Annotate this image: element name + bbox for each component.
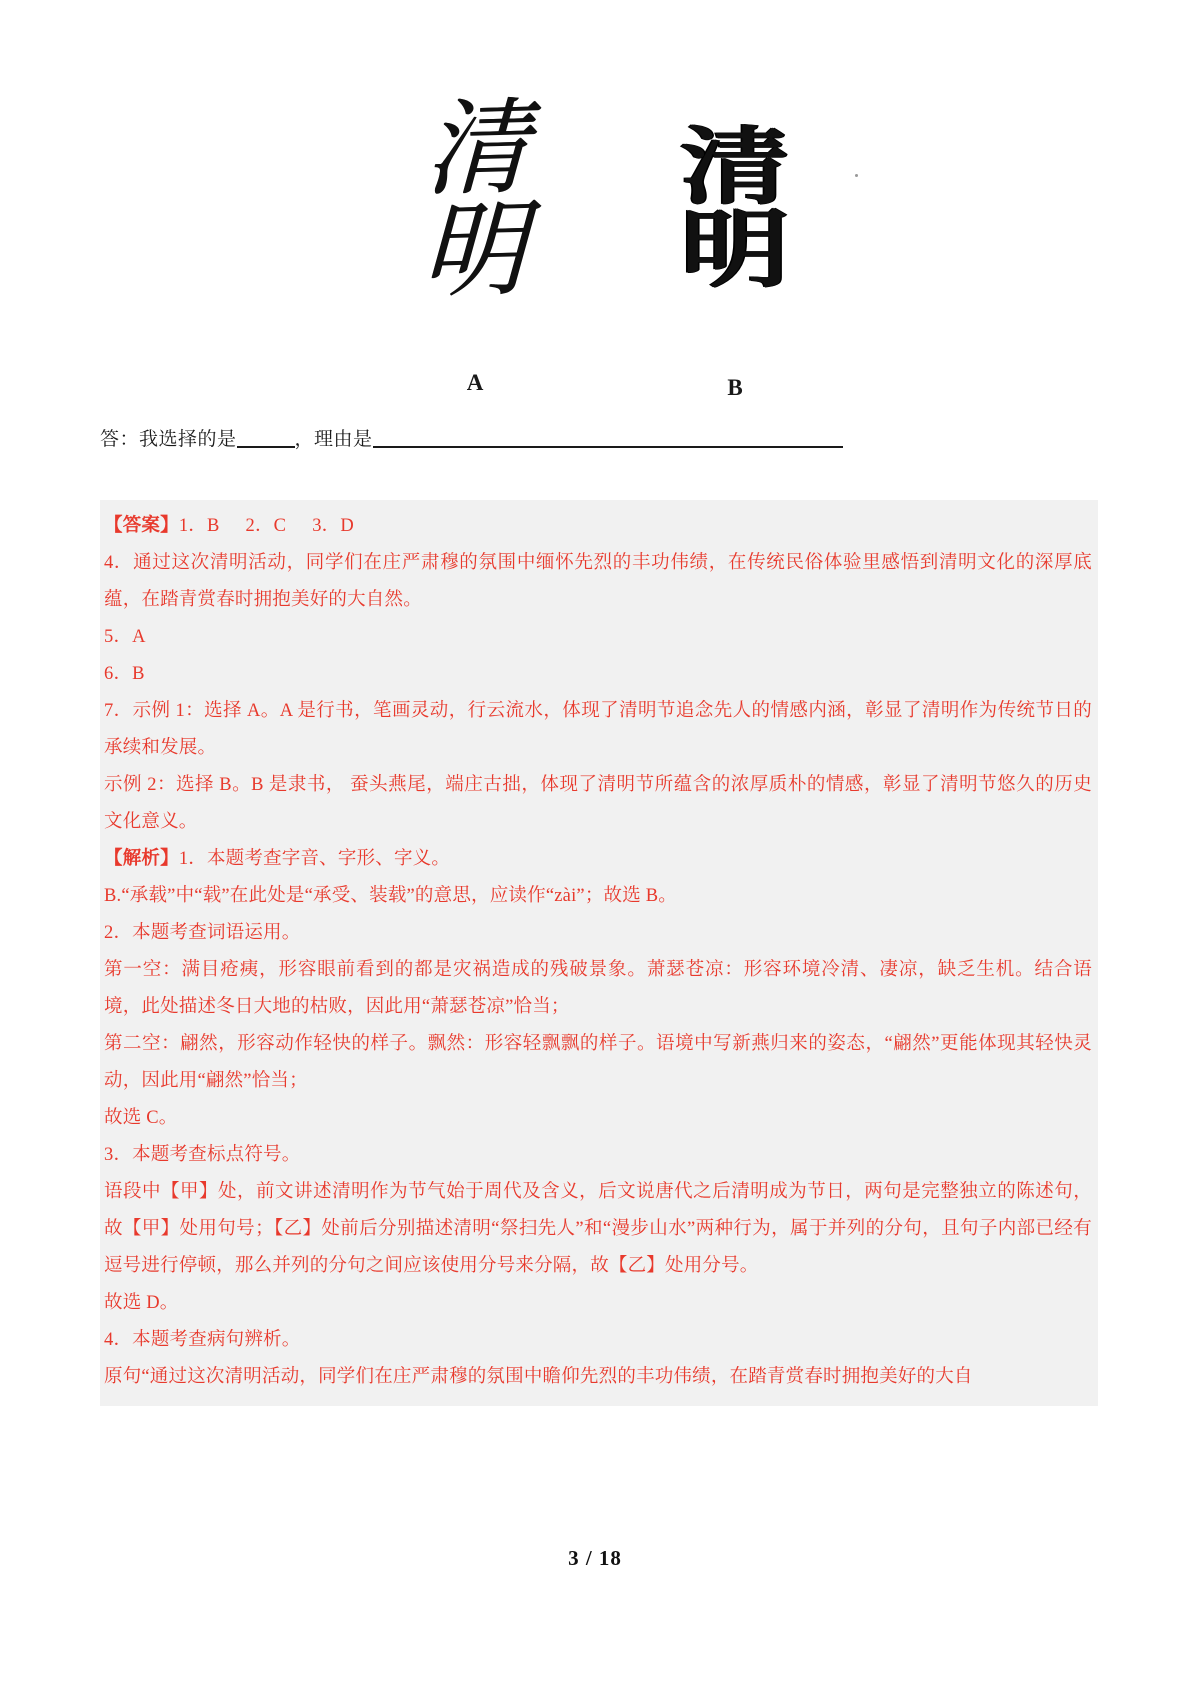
analysis-item-2-conclusion: 故选 C。 [104,1108,178,1128]
answer-q2: 2．C [245,516,287,536]
analysis-item-2-blank-2: 第二空：翩然，形容动作轻快的样子。飘然：形容轻飘飘的样子。语境中写新燕归来的姿态，“翩然”更能体现其轻快灵动，因此用“翩然”恰当； [104,1034,1092,1091]
answer-header-label: 【答案】 [104,516,179,536]
analysis-header-line [100,841,1098,878]
calligraphy-b-glyphs [647,116,824,300]
analysis-item-4-body: 原句“通过这次清明活动，同学们在庄严肃穆的氛围中瞻仰先烈的丰功伟绩，在踏青赏春时拥抱美好的大自 [104,1367,973,1387]
answer-q6: 6．B [104,664,145,684]
answer-analysis-block [100,500,1098,1406]
answer-q4: 4．通过这次清明活动，同学们在庄严肃穆的氛围中缅怀先烈的丰功伟绩，在传统民俗体验里感悟到清明文化的深厚底蕴，在踏青赏春时拥抱美好的大自然。 [104,553,1092,610]
calligraphy-a-glyphs [397,85,552,313]
analysis-item-4-title: 4．本题考查病句辨析。 [104,1330,301,1350]
calligraphy-label-b: B [727,375,743,400]
answer-q3: 3．D [312,516,354,536]
analysis-header-label: 【解析】 [104,849,179,869]
answer-header-line [100,508,1098,545]
answer-prompt-lead: 答：我选择的是 [100,429,237,450]
analysis-item-3-conclusion: 故选 D。 [104,1293,179,1313]
answer-q5: 5．A [104,627,146,647]
answer-prompt-middle: ，理由是 [294,429,373,450]
answer-choice-blank[interactable] [237,446,295,448]
answer-q7-example-2: 示例 2：选择 B。B 是隶书， 蚕头燕尾，端庄古拙，体现了清明节所蕴含的浓厚质朴的情感，彰显了清明节悠久的历史文化意义。 [104,775,1092,832]
calligraphy-row [100,78,1090,353]
analysis-item-3-body: 语段中【甲】处，前文讲述清明作为节气始于周代及含义，后文说唐代之后清明成为节日，两句是完整独立的陈述句，故【甲】处用句号；【乙】处前后分别描述清明“祭扫先人”和“漫步山水”两种行为，属于并列的分句，且句子内部已经有逗号进行停顿，那么并列的分句之间应该使用分号来分隔，故【乙】处用分号。 [104,1182,1092,1276]
page-footer [0,1546,1190,1571]
answer-prompt-line [100,424,1100,451]
analysis-item-2-blank-1: 第一空：满目疮痍，形容眼前看到的都是灾祸造成的残破景象。萧瑟苍凉：形容环境冷清、凄凉，缺乏生机。结合语境，此处描述冬日大地的枯败，因此用“萧瑟苍凉”恰当； [104,960,1092,1017]
page-number: 3 / 18 [568,1546,622,1570]
calligraphy-a-char-1: 清 [422,85,531,211]
analysis-item-1-body: B.“承载”中“载”在此处是“承受、装载”的意思，应读作“zài”；故选 B。 [104,886,677,906]
answer-q1: 1．B [178,516,220,536]
calligraphy-sample-b [660,118,810,373]
answer-q7-example-1: 7．示例 1：选择 A。A 是行书，笔画灵动，行云流水，体现了清明节追念先人的情感内涵，彰显了清明作为传统节日的承续和发展。 [104,701,1092,758]
answer-reason-blank[interactable] [373,446,843,448]
calligraphy-b-char-1: 清 [680,116,790,217]
calligraphy-exhibit [100,78,1090,408]
calligraphy-b-char-2: 明 [680,199,790,300]
analysis-item-2-title: 2．本题考查词语运用。 [104,923,301,943]
analysis-item-3-title: 3．本题考查标点符号。 [104,1145,301,1165]
calligraphy-sample-a [400,85,550,353]
calligraphy-label-a: A [466,370,484,395]
analysis-item-1-title: 1．本题考查字音、字形、字义。 [178,849,451,869]
scan-artifact-dot [855,174,858,177]
calligraphy-a-char-2: 明 [420,187,528,313]
